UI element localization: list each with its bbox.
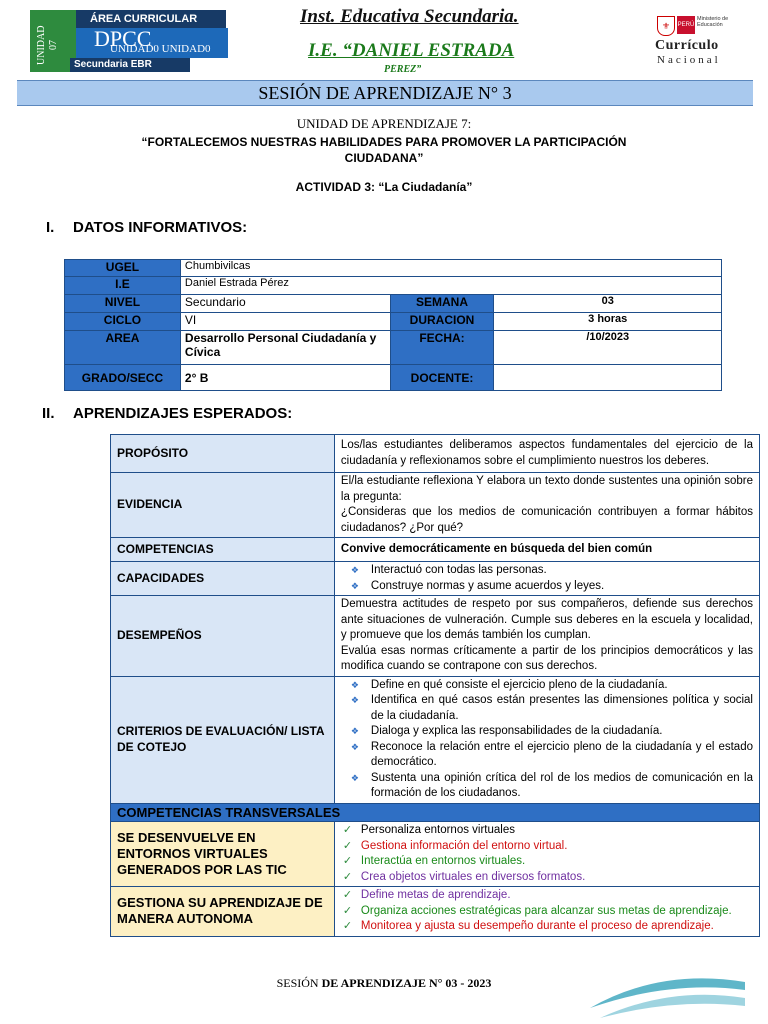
diamond-bullet-icon: ❖ xyxy=(350,679,359,690)
tic-value xyxy=(334,822,759,887)
list-item: ✓ Interactúa en entornos virtuales. xyxy=(341,854,753,870)
grado-value: 2° B xyxy=(180,365,390,391)
aprendizajes-table xyxy=(110,434,760,937)
curriculo-logo xyxy=(655,14,755,68)
ugel-label: UGEL xyxy=(65,260,181,277)
evidencia-value xyxy=(334,473,759,538)
evidencia-label: EVIDENCIA xyxy=(111,473,335,538)
grado-label: GRADO/SECC xyxy=(65,365,181,391)
school-line2: I.E. “DANIEL ESTRADA xyxy=(308,40,515,61)
proposito-label: PROPÓSITO xyxy=(111,435,335,473)
check-icon: ✓ xyxy=(342,904,353,917)
check-icon: ✓ xyxy=(342,889,353,901)
competencias-label: COMPETENCIAS xyxy=(111,538,335,562)
list-item: ❖ Identifica en qué casos están presentes las dimensiones política y social de la ciudadanía. xyxy=(350,694,753,722)
desempenos-value xyxy=(334,596,759,677)
ugel-value: Chumbivilcas xyxy=(180,260,721,277)
ciclo-label: CICLO xyxy=(65,313,181,331)
fecha-value: /10/2023 xyxy=(494,331,722,365)
area-code: DPCC xyxy=(94,26,152,51)
section1-title: DATOS INFORMATIVOS: xyxy=(73,219,248,236)
criterios-value xyxy=(334,676,759,803)
area-badge xyxy=(30,6,230,74)
duracion-value: 3 horas xyxy=(494,313,722,331)
unit-title-text: “FORTALECEMOS NUESTRAS HABILIDADES PARA PROMOVER LA PARTICIPACIÓN CIUDADANA” xyxy=(141,135,627,165)
check-icon: ✓ xyxy=(342,824,353,836)
check-icon: ✓ xyxy=(342,855,353,867)
criterios-label: CRITERIOS DE EVALUACIÓN/ LISTA DE COTEJO xyxy=(111,676,335,803)
autonomo-label: GESTIONA SU APRENDIZAJE DE MANERA AUTONOMA xyxy=(111,887,335,937)
shield-icon: ⚜ xyxy=(657,16,675,36)
capacidades-value xyxy=(334,562,759,596)
diamond-bullet-icon: ❖ xyxy=(350,695,359,705)
criterios-list xyxy=(341,678,753,802)
diamond-bullet-icon: ❖ xyxy=(350,580,359,591)
unit-vertical-label: UNIDAD 07 xyxy=(36,25,59,65)
unit-overlay: UNIDAD0 UNIDAD0 xyxy=(110,43,211,55)
wave-decoration-icon xyxy=(580,968,750,1024)
semana-value: 03 xyxy=(494,295,722,313)
diamond-bullet-icon: ❖ xyxy=(350,565,359,575)
check-icon: ✓ xyxy=(342,870,353,883)
capacidades-list xyxy=(341,563,753,594)
evidencia-text-2: ¿Consideras que los medios de comunicación contribuyen a formar hábitos ciudadanos? ¿Por qué? xyxy=(340,506,753,534)
list-item: ❖ Define en qué consiste el ejercicio pleno de la ciudadanía. xyxy=(341,678,753,694)
docente-value xyxy=(494,365,722,391)
desempenos-text-2: Evalúa esas normas críticamente a partir de los principios democráticos y las modifica cuando se contrapone con sus derechos. xyxy=(340,644,753,672)
footer-text: DE APRENDIZAJE N° 03 - 2023 xyxy=(321,976,492,990)
unit-line: UNIDAD DE APRENDIZAJE 7: xyxy=(296,116,472,131)
unit-title xyxy=(0,134,768,166)
area-code-block xyxy=(76,28,228,58)
list-item: ❖ Dialoga y explica las responsabilidades de la ciudadanía. xyxy=(341,724,753,740)
list-item: ✓ Gestiona información del entorno virtual. xyxy=(341,839,753,855)
logo-ministry: Ministerio de Educación xyxy=(697,16,729,28)
ciclo-value: VI xyxy=(180,313,390,331)
list-item: ✓ Define metas de aprendizaje. xyxy=(341,888,753,904)
desempenos-label: DESEMPEÑOS xyxy=(111,596,335,677)
activity-title: ACTIVIDAD 3: “La Ciudadanía” xyxy=(295,180,473,194)
list-item: ❖ Sustenta una opinión crítica del rol de los medios de comunicación en la formación de los ciudadanos. xyxy=(350,771,753,799)
datos-table xyxy=(64,259,722,391)
desempenos-text-1: Demuestra actitudes de respeto por sus compañeros, defiende sus derechos ante situaciones de vulneración. Cumple sus deberes en la escuela y localidad, y promueve que los demás también los cumplan. xyxy=(340,598,753,641)
docente-label: DOCENTE: xyxy=(390,365,494,391)
section2-num: II. xyxy=(42,405,55,422)
diamond-bullet-icon: ❖ xyxy=(350,741,359,752)
transversales-header: COMPETENCIAS TRANSVERSALES xyxy=(111,803,760,822)
check-icon: ✓ xyxy=(342,920,353,932)
tic-list xyxy=(341,823,753,885)
session-title: SESIÓN DE APRENDIZAJE N° 3 xyxy=(17,80,753,106)
list-item: ✓ Personaliza entornos virtuales xyxy=(341,823,753,839)
duracion-label: DURACION xyxy=(390,313,494,331)
section1-num: I. xyxy=(46,219,55,236)
school-line1: Inst. Educativa Secundaria. xyxy=(300,6,519,27)
semana-label: SEMANA xyxy=(390,295,494,313)
footer-prefix: SESIÓN xyxy=(276,976,319,990)
fecha-label: FECHA: xyxy=(390,331,494,365)
competencias-value: Convive democráticamente en búsqueda del bien común xyxy=(334,538,759,562)
area-label-cell: AREA xyxy=(65,331,181,365)
check-icon: ✓ xyxy=(342,839,353,852)
list-item: ✓ Monitorea y ajusta su desempeño durante el proceso de aprendizaje. xyxy=(341,919,753,935)
diamond-bullet-icon: ❖ xyxy=(350,772,359,783)
ie-value: Daniel Estrada Pérez xyxy=(180,277,721,295)
level-label: Secundaria EBR xyxy=(70,58,190,72)
list-item: ❖ Construye normas y asume acuerdos y leyes. xyxy=(341,579,753,595)
list-item: ✓ Organiza acciones estratégicas para alcanzar sus metas de aprendizaje. xyxy=(341,904,753,920)
proposito-value: Los/las estudiantes deliberamos aspectos fundamentales del ejercicio de la ciudadanía y reflexionamos sobre el cumplimiento nuestros los deberes. xyxy=(334,435,759,473)
autonomo-value xyxy=(334,887,759,937)
logo-country: PERÚ xyxy=(677,16,695,34)
nivel-label: NIVEL xyxy=(65,295,181,313)
area-value: Desarrollo Personal Ciudadanía y Cívica xyxy=(180,331,390,365)
tic-label: SE DESENVUELVE EN ENTORNOS VIRTUALES GENERADOS POR LAS TIC xyxy=(111,822,335,887)
ie-label: I.E xyxy=(65,277,181,295)
nivel-value: Secundario xyxy=(180,295,390,313)
list-item: ✓ Crea objetos virtuales en diversos formatos. xyxy=(341,870,753,886)
evidencia-text-1: El/la estudiante reflexiona Y elabora un texto donde sustentes una opinión sobre la pregunta: xyxy=(340,475,753,503)
area-label: ÁREA CURRICULAR xyxy=(76,10,226,28)
capacidades-label: CAPACIDADES xyxy=(111,562,335,596)
diamond-bullet-icon: ❖ xyxy=(350,726,359,736)
autonomo-list xyxy=(341,888,753,935)
list-item: ❖ Reconoce la relación entre el ejercicio pleno de la ciudadanía y el estado democrático. xyxy=(350,740,753,768)
logo-subtitle: Nacional xyxy=(657,54,721,66)
list-item: ❖ Interactuó con todas las personas. xyxy=(341,563,753,579)
section2-title: APRENDIZAJES ESPERADOS: xyxy=(73,405,293,422)
school-line3: PÉREZ” xyxy=(384,64,422,74)
logo-title: Currículo xyxy=(655,38,719,53)
